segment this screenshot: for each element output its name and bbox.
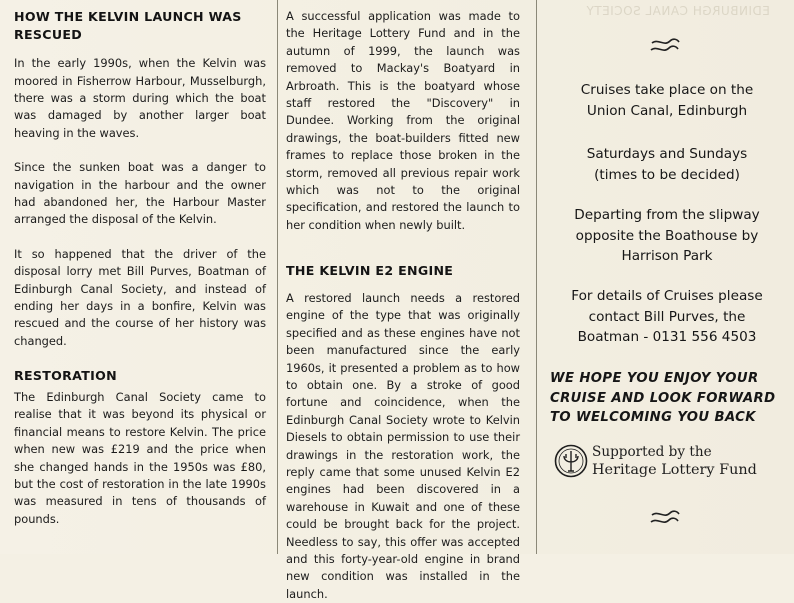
- show-through-text: EDINBURGH CANAL SOCIETY: [586, 4, 770, 18]
- lottery-application-paragraph: A successful application was made to the Heritage Lottery Fund and in the autumn of 1999, the launch was removed to Mackay's Boatyard in Arbroath. This is the boatyard whose staff restored the "Discovery" in Dundee. Working from the original drawings, the boat-builders fitted new frames to replace those broken in the storm, removed all previous repair work which was not to the original specification, and restored the launch to her condition when newly built.: [286, 9, 520, 232]
- engine-heading: THE KELVIN E2 ENGINE: [286, 263, 454, 279]
- cruise-days: [546, 144, 788, 185]
- contact-line-1: For details of Cruises please: [571, 288, 763, 304]
- swirl-ornament-bottom-icon: [648, 508, 682, 528]
- swirl-ornament-icon: [648, 36, 682, 56]
- fold-line-left: [277, 0, 278, 554]
- heritage-lottery-logo-icon: [554, 444, 588, 478]
- cruise-location: [546, 80, 788, 121]
- cruise-location-line-2: Union Canal, Edinburgh: [586, 102, 748, 119]
- restoration-paragraph: The Edinburgh Canal Society came to realise that it was beyond its physical or financial means to restore Kelvin. The price when new was £219 and the price when she changed hands in the 1950s was £80, but the cost of restoration in the late 1990s was measured in tens of thousands of pounds.: [14, 389, 266, 526]
- departure-line-3: Harrison Park: [621, 248, 713, 264]
- rescue-paragraph-3: It so happened that the driver of the disposal lorry met Bill Purves, Boatman of Edinburgh Canal Society, and instead of ending her days in a bonfire, Kelvin was rescued and the course of her history was changed.: [14, 246, 266, 348]
- fold-line-right: [536, 0, 537, 554]
- engine-paragraph: A restored launch needs a restored engine of the type that was originally specified and as these engines have not been manufactured since the early 1960s, it presented a problem as to how to obtain one. By a stroke of good fortune and coincidence, when the Edinburgh Canal Society wrote to Kelvin Diesels to obtain permission to use their drawings in the restoration work, the reply came that some unused Kelvin E2 engines had been discovered in a warehouse in Kuwait and one of these could be brought back for the project. Needless to say, this offer was accepted and this forty-year-old engine in brand new condition was installed in the launch.: [286, 290, 520, 601]
- contact-line-3: Boatman - 0131 556 4503: [577, 329, 757, 345]
- left-column: [14, 8, 266, 545]
- heritage-lottery-badge: [554, 441, 786, 487]
- cruise-info-panel: [546, 0, 788, 554]
- lottery-text-line-2: Heritage Lottery Fund: [592, 462, 757, 478]
- rescue-heading: HOW THE KELVIN LAUNCH WAS RESCUED: [14, 9, 242, 42]
- contact-line-2: contact Bill Purves, the: [588, 308, 746, 325]
- slogan-line-3: TO WELCOMING YOU BACK: [550, 410, 756, 426]
- slogan-line-1: WE HOPE YOU ENJOY YOUR: [550, 371, 759, 386]
- slogan-line-2: CRUISE AND LOOK FORWARD: [550, 390, 776, 406]
- cruise-days-line-1: Saturdays and Sundays: [586, 146, 748, 162]
- cruise-location-line-1: Cruises take place on the: [580, 82, 754, 98]
- cruise-departure: [546, 205, 788, 267]
- departure-line-2: opposite the Boathouse by: [575, 227, 759, 244]
- middle-column: [286, 8, 520, 603]
- closing-slogan: [550, 369, 786, 428]
- rescue-paragraph-2: Since the sunken boat was a danger to navigation in the harbour and the owner had abandoned her, the Harbour Master arranged the disposal of the Kelvin.: [14, 160, 266, 227]
- departure-line-1: Departing from the slipway: [574, 207, 760, 223]
- lottery-text-line-1: Supported by the: [592, 444, 712, 460]
- cruise-days-line-2: (times to be decided): [594, 166, 740, 183]
- rescue-paragraph-1: In the early 1990s, when the Kelvin was moored in Fisherrow Harbour, Musselburgh, there was a storm during which the boat was damaged by another larger boat heaving in the waves.: [14, 56, 266, 140]
- cruise-contact: [546, 286, 788, 348]
- restoration-heading: RESTORATION: [14, 368, 117, 384]
